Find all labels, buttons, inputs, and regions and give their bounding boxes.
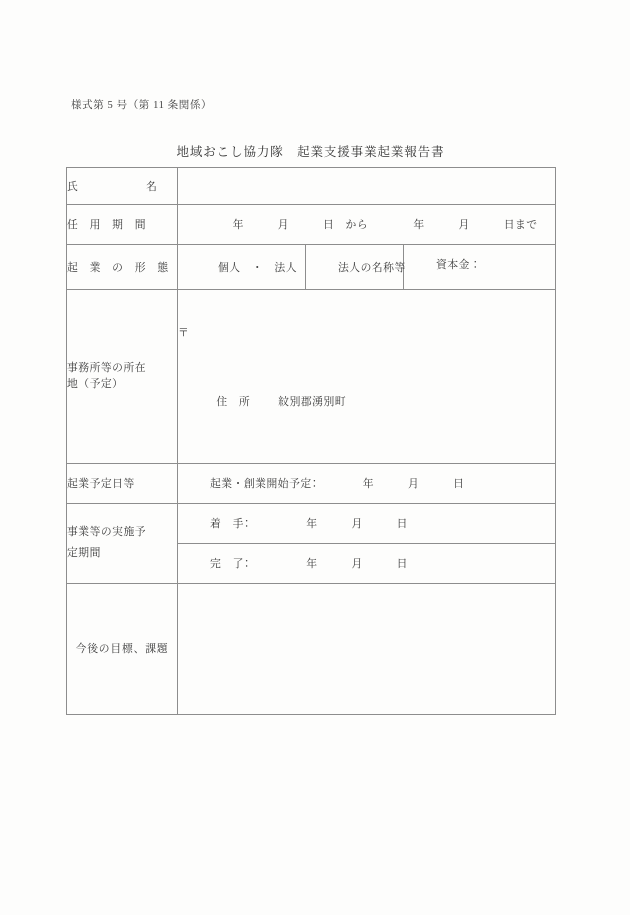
field-planned-start-date-value[interactable] xyxy=(178,463,556,503)
field-implementation-start-value[interactable] xyxy=(178,503,556,543)
label-implementation-period xyxy=(67,503,178,583)
label-appointment-period xyxy=(67,205,178,245)
field-capital[interactable] xyxy=(404,245,556,290)
field-name-value[interactable] xyxy=(178,168,556,205)
table-row-planned-start-date xyxy=(67,463,556,503)
field-future-goals-value[interactable] xyxy=(178,583,556,714)
field-business-type-option[interactable] xyxy=(178,245,306,290)
label-name-text: 氏 名 xyxy=(67,180,158,193)
label-address-text: 住 所 xyxy=(216,395,251,408)
label-planned-start-date xyxy=(67,463,178,503)
label-corporate-name xyxy=(306,245,404,290)
form-number: 様式第 5 号（第 11 条関係） xyxy=(71,100,213,111)
label-office-location-line1: 事務所等の所在 xyxy=(67,361,147,374)
table-row-implementation-start xyxy=(67,503,556,543)
field-business-type-option-text: 個人 ・ 法人 xyxy=(217,261,298,274)
label-business-type-text: 起 業 の 形 態 xyxy=(67,261,169,274)
report-form-table xyxy=(66,167,556,715)
table-row-name xyxy=(67,168,556,205)
label-appointment-period-text: 任 用 期 間 xyxy=(67,219,147,231)
field-planned-start-date-text: 起業・創業開始予定： 年 月 日 xyxy=(210,477,465,490)
label-implementation-period-line2: 定期間 xyxy=(67,547,101,560)
field-appointment-period-value[interactable] xyxy=(178,205,556,245)
label-corporate-name-text: 法人の名称等 xyxy=(338,261,406,274)
table-row-future-goals xyxy=(67,583,556,714)
label-implementation-period-line1: 事業等の実施予 xyxy=(67,525,147,538)
postal-code-mark: 〒 xyxy=(178,326,190,339)
label-office-location xyxy=(67,290,178,464)
label-office-location-line2: 地（予定） xyxy=(67,378,124,391)
label-future-goals-text: 今後の目標、課題 xyxy=(75,643,169,656)
field-office-location-value[interactable] xyxy=(178,290,556,464)
page-title: 地域おこし協力隊 起業支援事業起業報告書 xyxy=(176,145,445,159)
field-address-text: 紋別郡湧別町 xyxy=(278,395,347,408)
label-future-goals xyxy=(67,583,178,714)
address-line xyxy=(178,376,555,428)
table-row-office-location xyxy=(67,290,556,464)
table-row-appointment-period xyxy=(67,205,556,245)
field-implementation-end-text: 完 了： 年 月 日 xyxy=(210,557,408,570)
label-planned-start-date-text: 起業予定日等 xyxy=(67,477,135,490)
table-row-business-type xyxy=(67,245,556,290)
field-appointment-period-text: 年 月 日 から 年 月 日まで xyxy=(210,219,538,231)
field-implementation-end-value[interactable] xyxy=(178,543,556,583)
label-capital-text: 資本金： xyxy=(436,259,482,271)
label-business-type xyxy=(67,245,178,290)
field-implementation-start-text: 着 手： 年 月 日 xyxy=(210,517,408,530)
label-name xyxy=(67,168,178,205)
